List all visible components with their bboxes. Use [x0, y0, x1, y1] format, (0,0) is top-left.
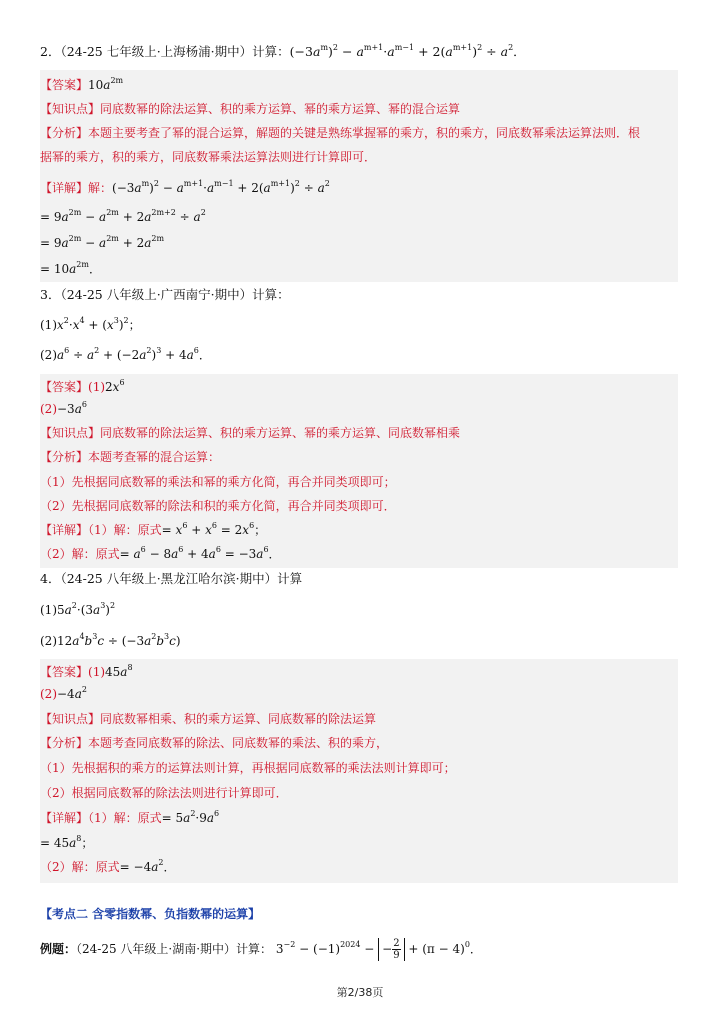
q3-header: 3．（24-25 八年级上·广西南宁·期中）计算：: [40, 287, 290, 302]
example-line: 例题：（24-25 八年级上·湖南·期中）计算： $3^{-2} - (-1)^{2024}$ − − $\frac{2}{9}$ + $(\pi - 4)^0$．: [40, 938, 482, 961]
example-expression: $3^{-2} - (-1)^{2024}$ − − $\frac{2}{9}$ + $(\pi - 4)^0$．: [275, 938, 482, 961]
q2-knowledge: 【知识点】同底数幂的除法运算、积的乘方运算、幂的乘方运算、幂的混合运算: [40, 102, 461, 116]
q3-detail-1: 【详解】（1）解：原式= $x^6 + x^6 = 2x^6$；: [40, 521, 267, 537]
q3-answer-2: $(2)-3a^6$: [40, 400, 87, 416]
page-number: 第2/38页: [336, 986, 384, 999]
q2-analysis-1: 【分析】本题主要考查了幂的混合运算，解题的关键是熟练掌握幂的乘方，积的乘方，同底数幂乘法运算法则．根: [40, 126, 641, 140]
q4-detail-1-result: = $45a^8$；: [40, 834, 94, 850]
q4-answer-1: 【答案】$(1)45a^8$: [40, 663, 133, 679]
q4-part-2: $(2)12a^4b^3c \div (-3a^2b^3c)$: [40, 632, 181, 648]
q3-analysis: 【分析】本题考查幂的混合运算：: [40, 450, 221, 464]
q3-part-1: $(1)x^2\cdot x^4 + (x^3)^2$；: [40, 316, 141, 332]
q4-detail-1: 【详解】（1）解：原式= $5a^2\cdot 9a^6$: [40, 809, 220, 825]
q3-step-1: （1）先根据同底数幂的乘法和幂的乘方化简，再合并同类项即可；: [40, 475, 396, 489]
q3-answer-box: [40, 374, 678, 568]
q4-part-1: $(1)5a^2\cdot(3a^3)^2$: [40, 601, 116, 617]
q2-step-1: = $9a^{2m} - a^{2m} + 2a^{2m+2} \div a^2$: [40, 208, 206, 224]
q2-header: 2．（24-25 七年级上·上海杨浦·期中）计算：$(-3a^m)^2 - a^{m+1}\cdot a^{m-1} + 2(a^{m+1})^2 \div a^2$．: [40, 43, 526, 59]
q2-expression: $(-3a^m)^2 - a^{m+1}\cdot a^{m-1} + 2(a^{m+1})^2 \div a^2$．: [289, 43, 526, 59]
q2-analysis-2: 据幂的乘方，积的乘方，同底数幂乘法运算法则进行计算即可．: [40, 150, 377, 164]
q4-knowledge: 【知识点】同底数幂相乘、积的乘方运算、同底数幂的除法运算: [40, 712, 377, 726]
q2-step-3: = $10a^{2m}$．: [40, 260, 101, 276]
q3-part-2: $(2)a^6 \div a^2 + (-2a^2)^3 + 4a^6$．: [40, 346, 211, 362]
q4-answer-2: $(2)-4a^2$: [40, 685, 87, 701]
q2-answer: 【答案】$10a^{2m}$: [40, 76, 124, 92]
q4-analysis: 【分析】本题考查同底数幂的除法、同底数幂的乘法、积的乘方，: [40, 736, 389, 750]
section-heading: 【考点二 含零指数幂、负指数幂的运算】: [40, 907, 261, 921]
q2-detail: 【详解】解：$(-3a^m)^2 - a^{m+1}\cdot a^{m-1} + 2(a^{m+1})^2 \div a^2$: [40, 179, 330, 195]
q2-step-2: = $9a^{2m} - a^{2m} + 2a^{2m}$: [40, 234, 165, 250]
q4-step-2: （2）根据同底数幂的除法法则进行计算即可．: [40, 786, 288, 800]
q4-detail-2: （2）解：原式= $-4a^2$．: [40, 858, 176, 874]
q3-answer-1: 【答案】$(1)2x^6$: [40, 378, 125, 394]
q3-step-2: （2）先根据同底数幂的除法和积的乘方化简，再合并同类项即可．: [40, 499, 396, 513]
q4-step-1: （1）先根据积的乘方的运算法则计算，再根据同底数幂的乘法法则计算即可；: [40, 761, 456, 775]
q3-detail-2: （2）解：原式= $a^6 - 8a^6 + 4a^6 = -3a^6$．: [40, 545, 281, 561]
q4-header: 4．（24-25 八年级上·黑龙江哈尔滨·期中）计算: [40, 571, 303, 586]
q3-knowledge: 【知识点】同底数幂的除法运算、积的乘方运算、幂的乘方运算、同底数幂相乘: [40, 426, 461, 440]
